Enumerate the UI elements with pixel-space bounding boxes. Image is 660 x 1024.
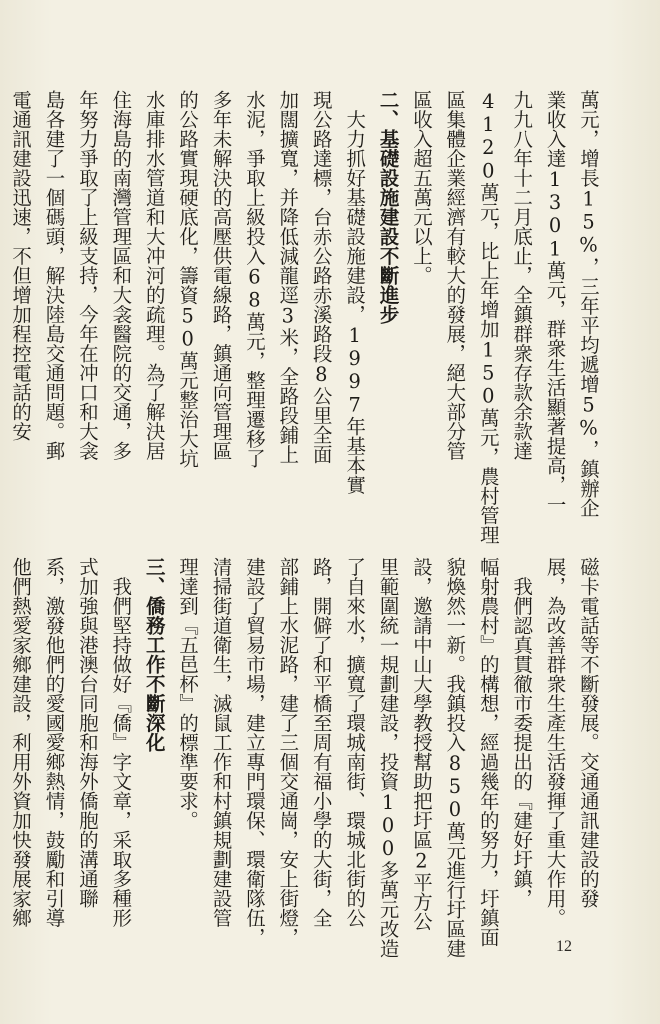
- text-line: 的公路實現硬底化，籌資50萬元整治大坑: [176, 90, 200, 468]
- text-line: 系，激發他們的愛國愛鄉熱情，鼓勵和引導: [42, 557, 66, 928]
- text-line: 電通訊建設迅速，不但增加程控電話的安: [9, 90, 33, 441]
- text-line: 水庫排水管道和大冲河的疏理。為了解決居: [142, 90, 166, 461]
- text-line: 我們認真貫徹市委提出的『建好圩鎮，: [510, 557, 534, 908]
- page-number: 12: [556, 938, 572, 955]
- text-line: 貌煥然一新。我鎮投入850萬元進行圩區建: [443, 557, 467, 958]
- text-line: 了自來水，擴寬了環城南街、環城北街的公: [343, 557, 367, 928]
- text-line: 理達到『五邑杯』的標準要求。: [176, 557, 200, 830]
- text-line: [0, 557, 4, 951]
- text-line: 加闊擴寬，并降低減龍逕3米，全路段鋪上: [276, 90, 300, 465]
- text-line: 多年未解決的高壓供電線路，鎮通向管理區: [209, 90, 233, 461]
- text-line: 展，為改善群衆生產生活發揮了重大作用。: [543, 557, 567, 928]
- text-line: 島各建了一個碼頭，解決陸島交通問題。郵: [42, 90, 66, 461]
- text-line: 幅射農村』的構想，經過幾年的努力，圩鎮面: [476, 557, 500, 947]
- text-line: 區集體企業經濟有較大的發展，絕大部分管: [443, 90, 467, 461]
- text-line: 部鋪上水泥路，建了三個交通崗，安上街燈，: [276, 557, 300, 947]
- text-line: 磁卡電話等不斷發展。交通通訊建設的發: [577, 557, 600, 908]
- text-block-top: [0, 90, 605, 545]
- text-line: [0, 90, 4, 508]
- text-line: 現公路達標，台赤公路赤溪路段8公里全面: [309, 90, 333, 465]
- text-line: 式加強與港澳台同胞和海外僑胞的溝通聯: [75, 557, 99, 908]
- text-line: 路，開僻了和平橋至周有福小學的大街，全: [309, 557, 333, 928]
- text-line: 九九八年十二月底止，全鎮群衆存款余款達: [510, 90, 534, 461]
- text-line: 他們熱愛家鄉建設，利用外資加快發展家鄉: [9, 557, 33, 928]
- text-line: 里範圍統一規劃建設，投資100多萬元改造: [376, 557, 400, 958]
- text-line: 萬元，增長15%，三年平均遞增5%，鎮辦企: [577, 90, 600, 518]
- text-line: 區收入超五萬元以上。: [409, 90, 433, 285]
- text-line: 住海島的南灣管理區和大衾醫院的交通，多: [109, 90, 133, 461]
- text-line: 4120萬元，比上年增加150萬元，農村管理: [476, 90, 500, 545]
- text-line: 我們堅持做好『僑』字文章，采取多種形: [109, 557, 133, 928]
- text-line: 建設了貿易市場，建立專門環保、環衛隊伍，: [242, 557, 266, 947]
- section-heading: 三、僑務工作不斷深化: [142, 557, 166, 752]
- text-line: 清掃街道衛生，滅鼠工作和村鎮規劃建設管: [209, 557, 233, 928]
- text-block-bottom: [0, 557, 605, 958]
- section-heading: 二、基礎設施建設不斷進步: [376, 90, 400, 324]
- text-line: 水泥，爭取上級投入68萬元，整理遷移了: [242, 90, 266, 468]
- text-line: 年努力爭取了上級支持，今年在冲口和大衾: [75, 90, 99, 461]
- text-line: 設，邀請中山大學教授幫助把圩區2平方公: [409, 557, 433, 932]
- text-line: 業收入達1301萬元，群衆生活顯著提高，一: [543, 90, 567, 514]
- text-line: 大力抓好基礎設施建設，1997年基本實: [343, 90, 367, 495]
